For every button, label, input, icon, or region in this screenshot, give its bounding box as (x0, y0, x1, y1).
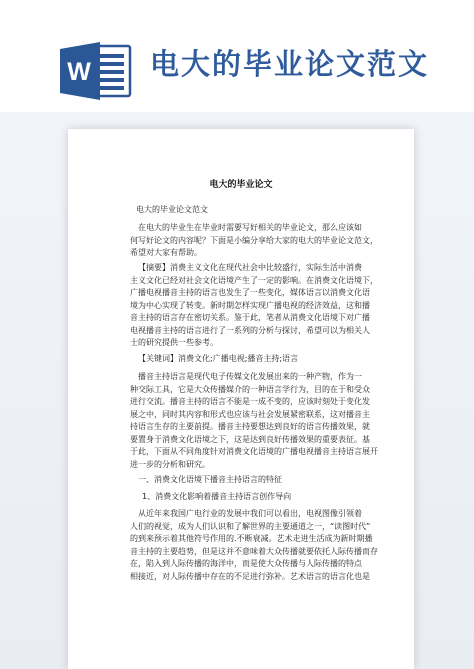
text-line: 播音主持语言是现代电子传媒文化发展出来的一种产物，作为一 (138, 372, 362, 381)
text-line: 在电大的毕业生在毕业时需要写好相关的毕业论文，那么应该如 (138, 223, 362, 232)
keywords-paragraph (138, 353, 298, 366)
text-line: 进行交流。播音主持的语言不能是一成不变的，应该时刻处于变化发 (130, 397, 370, 406)
text-line: 于此，下面从不同角度针对消费文化语境的广播电视播音主持语言展开 (130, 447, 378, 456)
text-line: 人们的视觉，成为人们认识和了解世界的主要通道之一，“读图时代” (130, 521, 371, 531)
text-line: 音主持的语言存在密切关系。鉴于此，笔者从消费文化语境下对广播 (130, 313, 370, 322)
text-line: 主义文化已经对社会文化语境产生了一定的影响。在消费文化语境下， (130, 275, 378, 285)
text-line: 的到来预示着其他符号作用的.不断衰减。艺术走进生活成为新时期播 (130, 534, 373, 543)
text-line: 音主持的主要趋势，但是这并不意味着大众传播就要依托人际传播而存 (130, 546, 378, 556)
text-line: 进一步的分析和研究。 (130, 459, 210, 469)
text-line: 士的研究提供一些参考。 (130, 338, 218, 347)
document-subtitle (136, 204, 208, 217)
text-line: 相接近，对人际传播中存在的不足进行弥补。艺术语言的语言化也是 (130, 571, 370, 581)
section-heading (138, 474, 282, 487)
text-line: 希望对大家有帮助。 (130, 248, 202, 257)
intro-paragraph (130, 222, 378, 260)
text-line: 从近年来我国广电行业的发展中我们可以看出，电视图像引领着 (138, 509, 362, 518)
logo-letter: W (67, 58, 91, 86)
text-line: 【摘要】消费主义文化在现代社会中比较盛行，实际生活中消费 (138, 263, 362, 272)
subsection-heading (142, 491, 291, 504)
text-line: 1、消费文化影响着播音主持语言创作导向 (142, 492, 292, 501)
text-line: 要置身于消费文化语境之下，这是达到良好传播效果的重要表征。基 (130, 434, 370, 444)
preview-background (0, 112, 474, 669)
text-line: 持语言生存的主要前提。播音主持要想达到良好的语言传播效果，就 (130, 422, 370, 431)
word-document-icon (60, 42, 132, 100)
text-line: 在，陷入到人际传播的海洋中，而是使大众传播与人际传播的特点 (130, 559, 362, 568)
body-paragraph (130, 508, 378, 583)
abstract-paragraph (130, 262, 378, 350)
document-title: 电大的毕业论文 (209, 180, 273, 190)
text-line: 电大的毕业论文范文 (136, 205, 208, 214)
text-line: 展之中，同时其内容和形式也应该与社会发展紧密联系，这对播音主 (130, 409, 370, 419)
body-paragraph (130, 371, 378, 471)
text-line: 一、消费文化语境下播音主持语言的特征 (138, 475, 282, 484)
text-line: 境为中心实现了转变。新时期怎样实现广播电视的经济效益，这和播 (130, 300, 370, 310)
banner-title: 电大的毕业论文范文 (150, 47, 430, 81)
text-line: 种交际工具，它是大众传播媒介的一种语言学行为，目的在于和受众 (130, 384, 370, 394)
text-line: 电视播音主持的语言进行了一系列的分析与探讨，希望可以为相关人 (130, 325, 370, 335)
text-line: 广播电视播音主持的语言也发生了一些变化，媒体语言以消费文化语 (130, 288, 370, 297)
text-line: 【关键词】消费文化;广播电视;播音主持;语言 (138, 354, 299, 363)
banner (0, 0, 474, 112)
text-line: 何写好论文的内容呢？下面是小编分享给大家的电大的毕业论文范文， (130, 235, 378, 245)
document-page (68, 129, 414, 669)
